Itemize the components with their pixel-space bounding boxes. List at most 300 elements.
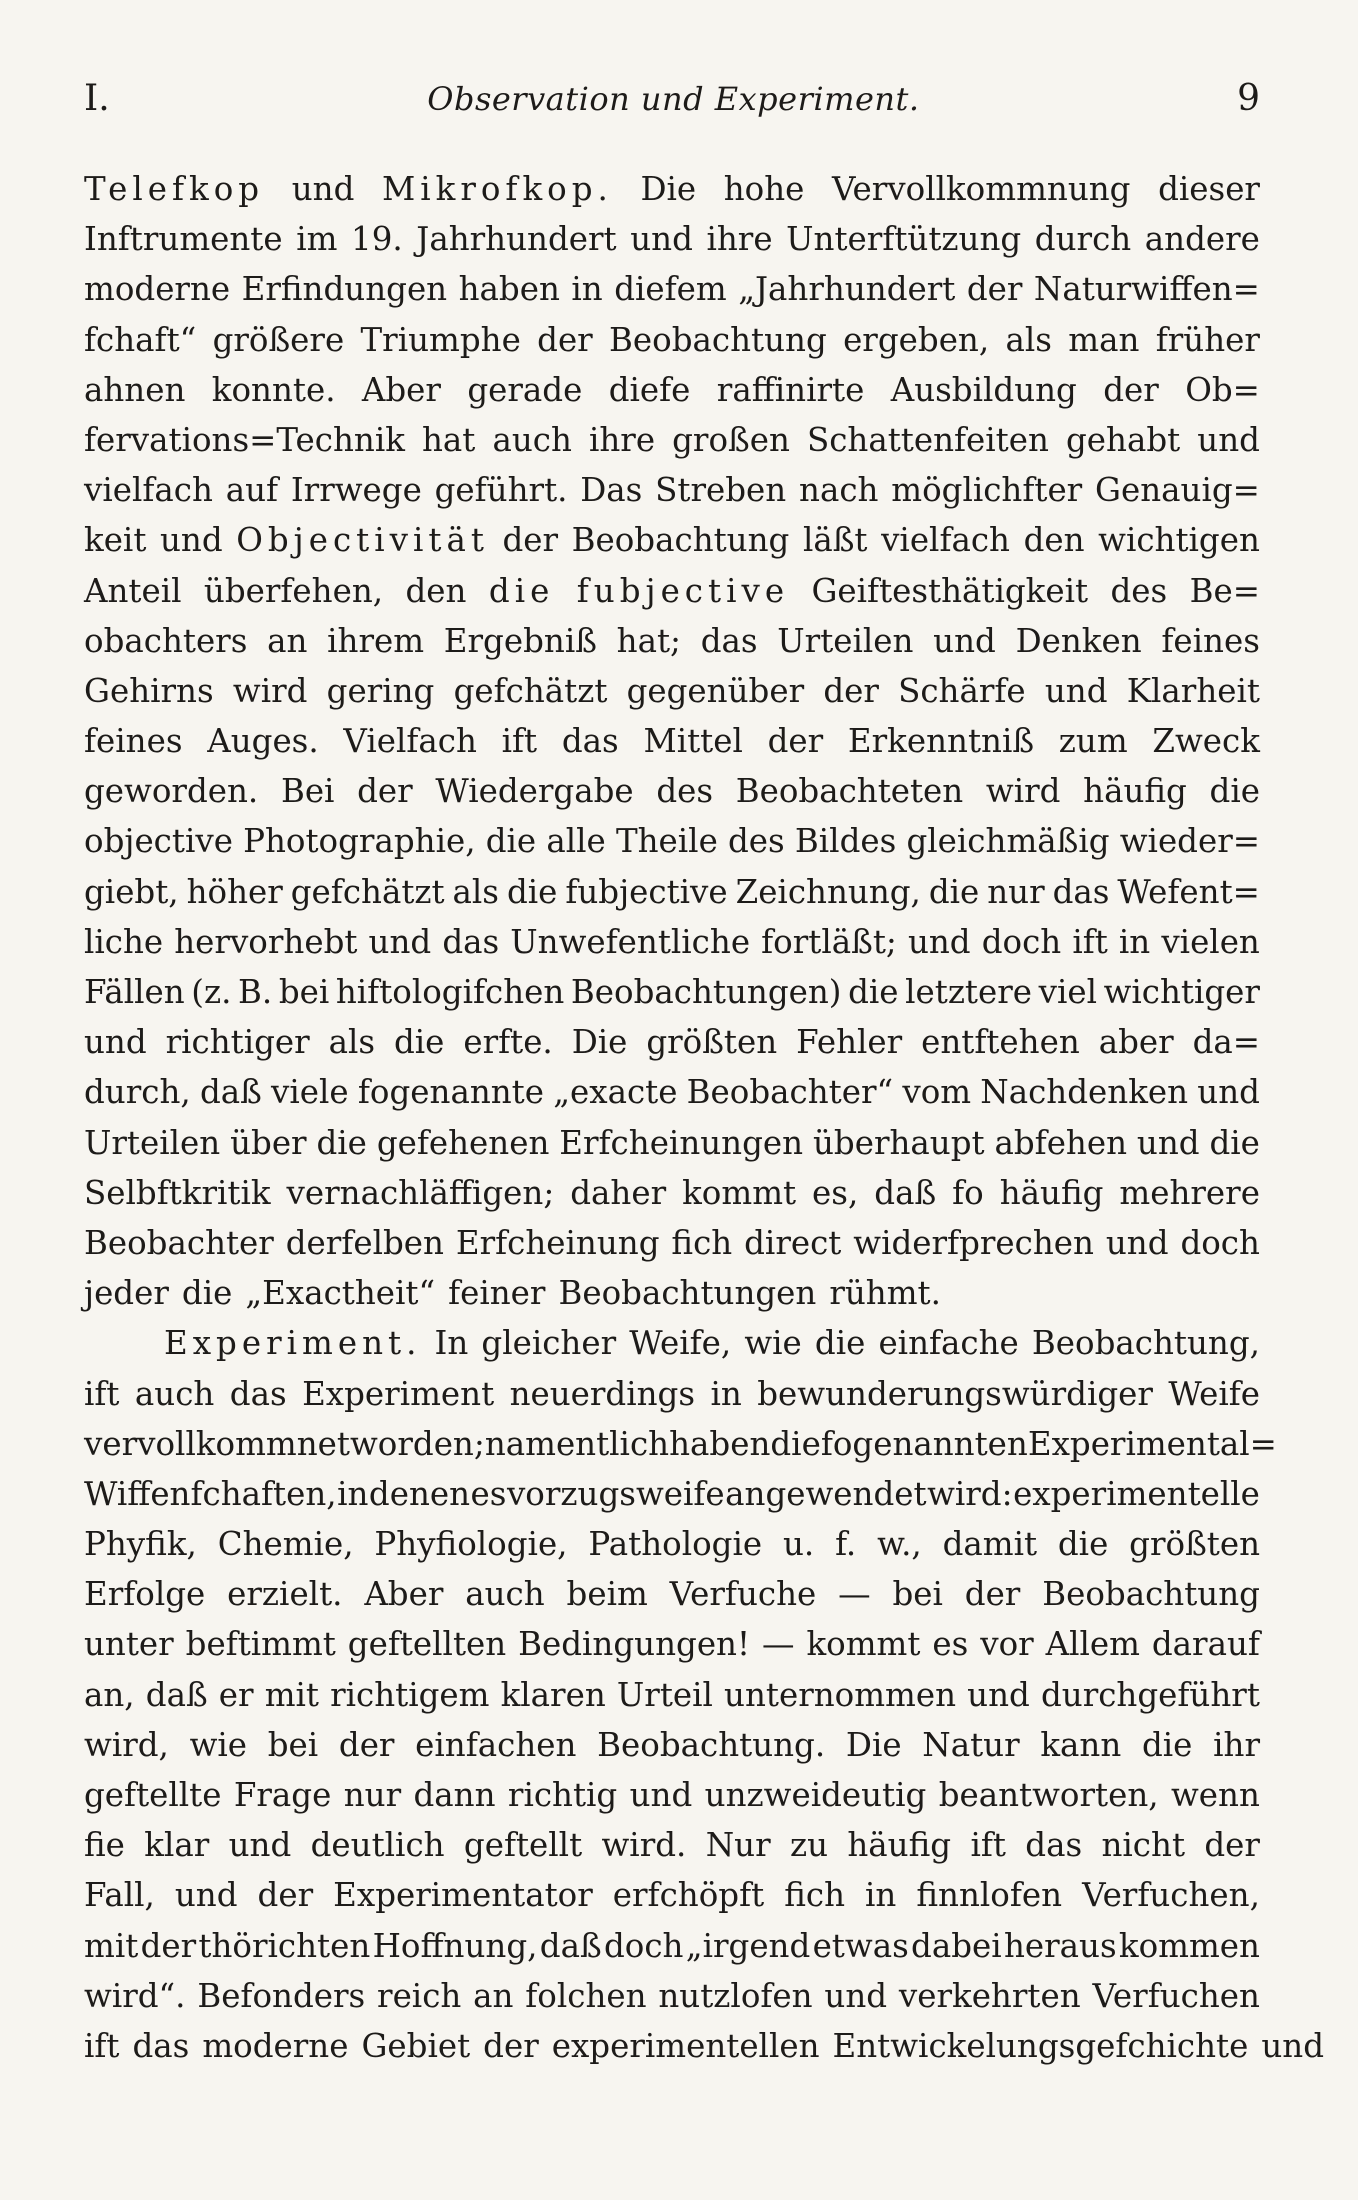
word: entftehen [921, 1023, 1080, 1062]
word: das [1052, 872, 1110, 911]
word: an, [84, 1675, 135, 1714]
word: und [629, 1776, 693, 1814]
word: vervollkommnet [84, 1424, 350, 1463]
word: ift [84, 2026, 120, 2065]
word: letztere [905, 973, 1032, 1011]
word: deutlich [310, 1826, 445, 1865]
text-line [84, 264, 1260, 314]
word: wird [985, 772, 1061, 811]
word: daß [145, 1675, 208, 1714]
word: kommt [806, 1625, 921, 1664]
word: fubjective [565, 872, 728, 911]
word: Wiedergabe [435, 772, 634, 811]
word: wird“. [84, 1976, 186, 2015]
word: Wiffenfchaften, [84, 1474, 337, 1513]
word: vom [902, 1073, 972, 1112]
word: fogenannten [820, 1424, 1028, 1463]
word: Experiment [302, 1374, 495, 1413]
word: w., [877, 1525, 922, 1564]
word: in [710, 1374, 742, 1413]
word: die [1209, 1123, 1260, 1162]
word: Befonders [197, 1976, 366, 2015]
word: dabei [911, 1926, 1002, 1965]
word: das [132, 2026, 190, 2065]
word: die [928, 872, 980, 911]
word: gleichmäßig [906, 822, 1110, 861]
word: experimentelle [1013, 1474, 1260, 1513]
word: auch [134, 1374, 215, 1413]
word: überfehen, [203, 571, 384, 610]
word: Die [845, 1725, 902, 1764]
word: einfache [878, 1324, 1019, 1363]
body-text [84, 164, 1325, 2071]
text-line [84, 1469, 1260, 1519]
word: Allem [1045, 1625, 1140, 1664]
text-line [84, 1519, 1260, 1569]
text-line [84, 867, 1260, 917]
word: es, [812, 1173, 859, 1212]
word: wichtigen [1098, 521, 1260, 560]
word: Unterftützung [786, 220, 1022, 259]
word: bei [278, 973, 330, 1011]
word: gerade [467, 370, 583, 409]
word: Gehirns [84, 671, 214, 710]
text-line [84, 1118, 1260, 1168]
word: den [405, 571, 467, 610]
word: klaren [500, 1675, 606, 1714]
word: bewunderungswürdiger [757, 1374, 1153, 1413]
text-line [84, 1017, 1260, 1067]
text-line [84, 616, 1260, 666]
word: den [1023, 521, 1085, 560]
word: wird [232, 671, 308, 710]
word: da= [1192, 1023, 1260, 1062]
word: Hoffnung, [372, 1926, 538, 1965]
word: andere [1144, 220, 1260, 259]
word: keit [84, 521, 147, 560]
text-line [84, 1369, 1260, 1419]
word: über [230, 1123, 307, 1162]
word: Experimental= [1027, 1424, 1277, 1463]
text-line [84, 365, 1260, 415]
word: unternommen [724, 1675, 957, 1714]
word: Die [571, 1023, 628, 1062]
word: an [473, 1976, 514, 2015]
word: Beobachtungen [558, 1274, 817, 1313]
word: Chemie, [217, 1525, 354, 1564]
word: worden; [349, 1424, 485, 1463]
word: denen [368, 1474, 471, 1513]
text-line [84, 1971, 1260, 2021]
word: als [452, 872, 499, 911]
word: erfte. [463, 1023, 553, 1062]
word: die [1209, 772, 1260, 811]
word: das [229, 1374, 287, 1413]
word: kommen [1118, 1926, 1260, 1965]
text-line [84, 1268, 1260, 1318]
word: Beobachter [84, 1223, 274, 1262]
word: richtigem [330, 1675, 490, 1714]
word: Aber [361, 370, 441, 409]
word: bei [267, 1725, 319, 1764]
word: des [1110, 571, 1168, 610]
text-line [84, 1670, 1260, 1720]
word: die [770, 1424, 821, 1463]
word: der [823, 671, 879, 710]
text-line [84, 164, 1260, 214]
word: auch [492, 420, 572, 459]
word: Auges. [207, 722, 319, 761]
text-line [84, 2021, 1325, 2071]
word: der [257, 1876, 314, 1915]
word: Vervollkommnung [832, 170, 1131, 208]
text-line [84, 1569, 1260, 1619]
word: Telefkop [84, 170, 265, 208]
word: Beobachtung [571, 521, 790, 560]
word: beim [566, 1575, 648, 1614]
word: moderne [84, 270, 231, 309]
word: größere [212, 320, 345, 359]
word: giebt, [84, 872, 179, 911]
word: experimentellen [551, 2026, 820, 2065]
word: ift [1072, 922, 1108, 961]
word: Photographie, [243, 822, 476, 861]
word: Mittel [643, 722, 743, 761]
word: der [357, 772, 413, 811]
text-line [84, 917, 1260, 967]
word: Das [580, 471, 643, 510]
word: „Exactheit“ [245, 1274, 436, 1313]
word: die [488, 571, 555, 610]
text-line [84, 1921, 1260, 1971]
word: fich [671, 1223, 733, 1262]
word: — [762, 1625, 795, 1664]
word: durch [1034, 220, 1132, 259]
word: Urteilen [777, 621, 914, 660]
word: der [338, 1725, 395, 1764]
word: Erfcheinung [455, 1223, 660, 1262]
text-line [84, 1619, 1260, 1669]
running-head [84, 78, 1260, 136]
word: jeder [84, 1274, 169, 1313]
word: Beobachtung. [597, 1725, 826, 1764]
word: ift [970, 1826, 1006, 1865]
word: Objectivität [236, 521, 489, 560]
word: Unwefentliche [510, 922, 751, 961]
word: überhaupt [812, 1123, 985, 1162]
word: kommt [682, 1173, 797, 1212]
word: der [1103, 370, 1159, 409]
word: fo [952, 1173, 984, 1212]
word: In [434, 1324, 469, 1363]
word: ift [84, 1374, 120, 1413]
word: des [656, 772, 714, 811]
word: Entwickelungsgefchichte [832, 2026, 1249, 2065]
word: gehabt [1065, 420, 1181, 459]
word: und [630, 220, 693, 259]
word: feines [1161, 621, 1260, 660]
word: Mikrofkop. [381, 170, 613, 208]
text-line [84, 1820, 1260, 1870]
word: Theile [615, 822, 718, 861]
word: feiner [448, 1274, 546, 1313]
word: direct [744, 1223, 842, 1262]
word: beftimmt [185, 1625, 336, 1664]
word: Bei [280, 772, 335, 811]
text-line [84, 1770, 1260, 1820]
word: ihre [706, 220, 773, 259]
text-line [84, 766, 1260, 816]
word: folchen [525, 1976, 647, 2015]
word: der [1204, 1826, 1260, 1865]
word: Fall, [84, 1876, 155, 1915]
word: Zeichnung, [735, 872, 921, 911]
word: ergeben, [843, 320, 990, 359]
word: Geiftesthätigkeit [811, 571, 1089, 610]
word: alle [546, 822, 606, 861]
word: moderne [202, 2026, 349, 2065]
word: abfehen [994, 1123, 1128, 1162]
word: größten [646, 1023, 778, 1062]
word: mehrere [1119, 1173, 1260, 1212]
word: die [316, 1123, 367, 1162]
word: und [84, 1023, 147, 1062]
word: großen [672, 420, 790, 459]
word: diefem [614, 270, 727, 309]
word: der [483, 2026, 539, 2065]
word: fervations=Technik [84, 420, 405, 459]
word: als [328, 1023, 376, 1062]
word: daß [199, 1073, 262, 1112]
word: rühmt. [829, 1274, 941, 1313]
word: gegenüber [626, 671, 805, 710]
word: das [442, 922, 500, 961]
word: der [767, 722, 824, 761]
word: B. [238, 973, 273, 1011]
word: und [1197, 420, 1260, 459]
word: Erfindungen [241, 270, 448, 309]
word: bei [892, 1575, 943, 1614]
word: größten [1129, 1525, 1260, 1564]
word: Phyfiologie, [374, 1525, 568, 1564]
word: ihr [1213, 1725, 1260, 1764]
word: f. [835, 1525, 857, 1564]
word: Schärfe [898, 671, 1026, 710]
word: gleicher [481, 1324, 617, 1363]
word: und [967, 1675, 1030, 1714]
word: fubjective [576, 571, 790, 610]
word: in [865, 1876, 897, 1915]
word: das [700, 621, 758, 660]
word: erfchöpft [612, 1876, 765, 1915]
word: reich [377, 1976, 462, 2015]
word: Urteilen [84, 1123, 221, 1162]
word: diefe [608, 370, 691, 409]
word: Nur [705, 1826, 771, 1865]
word: Nachdenken [980, 1073, 1189, 1112]
word: das [561, 722, 619, 761]
word: hat; [616, 621, 681, 660]
word: aber [1098, 1023, 1174, 1062]
word: wichtiger [1103, 973, 1260, 1011]
word: früher [1155, 320, 1260, 359]
word: u. [782, 1525, 815, 1564]
word: Experiment. [164, 1324, 422, 1363]
word: liche [84, 922, 164, 961]
word: Beobachtung [609, 320, 827, 359]
word: vielfach [881, 521, 1010, 560]
word: Bildes [794, 822, 897, 861]
word: und [907, 922, 971, 961]
word: ahnen [84, 370, 186, 409]
word: feines [84, 722, 183, 761]
word: die [506, 872, 558, 911]
word: hat [422, 420, 476, 459]
text-line [84, 1218, 1260, 1268]
word: raffinirte [716, 370, 865, 409]
word: Die [640, 170, 697, 208]
word: läßt [802, 521, 868, 560]
word: auch [465, 1575, 545, 1614]
word: verkehrten [898, 1976, 1081, 2015]
word: wird, [84, 1725, 169, 1764]
word: Ob= [1185, 370, 1260, 409]
word: Experimentator [333, 1876, 593, 1915]
word: unzweideutig [704, 1776, 927, 1814]
word: doch [603, 1926, 684, 1965]
word: Bedingungen! [518, 1625, 751, 1664]
text-line [84, 515, 1260, 565]
word: die [181, 1274, 233, 1313]
text-line [84, 967, 1260, 1017]
word: „exacte [553, 1073, 678, 1112]
word: und [159, 521, 223, 560]
word: Schattenfeiten [806, 420, 1049, 459]
word: möglichfter [891, 471, 1083, 510]
word: der [140, 1926, 197, 1965]
text-line [84, 315, 1260, 365]
word: neuerdings [509, 1374, 696, 1413]
word: obachters [84, 621, 248, 660]
word: gering [326, 671, 435, 710]
word: häufig [847, 1826, 952, 1865]
word: und [824, 1976, 888, 2015]
word: die [814, 1324, 866, 1363]
word: Irrwege [290, 471, 422, 510]
word: Beobachteten [735, 772, 964, 811]
word: Triumphe [360, 320, 521, 359]
word: ift [501, 722, 538, 761]
word: wie [744, 1324, 802, 1363]
word: in [1118, 922, 1151, 961]
word: richtig [507, 1776, 618, 1814]
word: kann [1040, 1725, 1122, 1764]
word: vielfach [84, 471, 213, 510]
word: und [368, 922, 432, 961]
word: Weife [1168, 1374, 1260, 1413]
word: mit [84, 1926, 139, 1965]
text-line [84, 816, 1260, 866]
word: Urteil [616, 1675, 713, 1714]
word: konnte. [211, 370, 336, 409]
word: wenn [1170, 1776, 1260, 1814]
word: Ausbildung [890, 370, 1077, 409]
word: geworden. [84, 772, 259, 811]
word: — [838, 1575, 871, 1614]
word: haben [458, 270, 560, 309]
word: thörichten [198, 1926, 371, 1965]
section-numeral: I. [84, 78, 110, 119]
page-number: 9 [1237, 78, 1260, 119]
word: ihrem [327, 621, 425, 660]
word: höher [186, 872, 283, 911]
word: dieser [1158, 170, 1260, 208]
word: Vielfach [343, 722, 477, 761]
word: Erkenntniß [847, 722, 1035, 761]
word: des [728, 822, 785, 861]
word: widerfprechen [853, 1223, 1094, 1262]
text-line [84, 214, 1260, 264]
word: gefehenen [376, 1123, 550, 1162]
text-line [84, 666, 1260, 716]
word: ihre [588, 420, 656, 459]
word: finnlofen [916, 1876, 1063, 1915]
word: „irgend [685, 1926, 811, 1965]
word: es [470, 1474, 507, 1513]
word: Ergebniß [443, 621, 597, 660]
word: er [218, 1675, 254, 1714]
word: angewendet [725, 1474, 927, 1513]
word: in [337, 1474, 369, 1513]
word: darauf [1151, 1625, 1260, 1664]
word: fie [84, 1826, 125, 1865]
word: durchgeführt [1040, 1675, 1260, 1714]
text-line [84, 566, 1260, 616]
word: durch, [84, 1073, 191, 1112]
word: viele [271, 1073, 349, 1112]
word: beantworten, [938, 1776, 1159, 1814]
word: heraus [1003, 1926, 1117, 1965]
word: Jahrhundert [416, 220, 617, 259]
word: fortläßt; [761, 922, 897, 961]
running-title: Observation und Experiment. [427, 80, 920, 118]
word: objective [84, 822, 233, 861]
word: wie [189, 1725, 248, 1764]
word: und [1136, 1123, 1200, 1162]
word: geftellte [84, 1776, 222, 1814]
word: fogenannte [357, 1073, 544, 1112]
word: zum [1058, 722, 1128, 761]
word: und [228, 1826, 292, 1865]
word: hohe [723, 170, 805, 208]
word: das [1025, 1826, 1083, 1865]
word: Streben [655, 471, 787, 510]
word: geftellt [463, 1826, 583, 1865]
word: auf [225, 471, 279, 510]
word: die [1057, 1525, 1109, 1564]
word: vielen [1161, 922, 1260, 961]
text-line [84, 716, 1260, 766]
word: vor [980, 1625, 1034, 1664]
word: doch [981, 922, 1062, 961]
word: namentlich [484, 1424, 670, 1463]
word: es [932, 1625, 969, 1664]
word: Verfuche [669, 1575, 817, 1614]
word: daß [539, 1926, 602, 1965]
text-line [84, 1318, 1260, 1368]
word: (z. [191, 973, 232, 1011]
word: Inftrumente [84, 220, 283, 259]
